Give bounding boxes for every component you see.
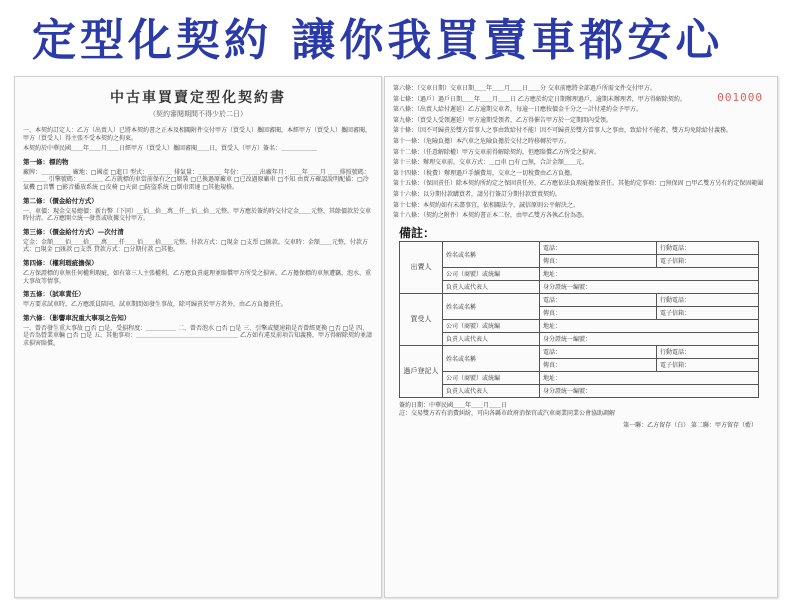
mobile-label: 行動電話：: [657, 345, 759, 358]
address-label: 地址：: [540, 267, 759, 280]
email-label: 電子信箱：: [657, 254, 759, 267]
copies-note: 第一聯：乙方留存（白） 第二聯：甲方留存（藍）: [623, 421, 757, 429]
fax-label: 傳真：: [540, 306, 657, 319]
article-12: 第十二條：（任意解除權）甲方交車前得解除契約，但應賠償乙方所受之損害。: [393, 148, 601, 156]
article-6-heading: 第六條：（影響車況重大事項之告知）: [23, 313, 131, 322]
id-label: 身分證統一編號：: [540, 280, 759, 293]
article-3-body: 定金：金額＿＿佰＿＿拾＿＿萬＿＿仟＿＿佰＿＿拾＿＿元整。付款方式：□現金 □支票 □匯款。交車時：金額＿＿元整，付款方式：□現金 □匯款 □支票 貸款方式：□分期付款 □其他。: [23, 238, 368, 254]
phone-label: 電話：: [540, 345, 657, 358]
fax-label: 傳真：: [540, 358, 657, 371]
phone-label: 電話：: [540, 241, 657, 254]
id-label: 身分證統一編號：: [540, 332, 759, 345]
article-5-body: 甲方要求試車時，乙方應派員陪同，試車期間如發生事故，除可歸責於甲方者外，由乙方負擔責任。: [23, 301, 288, 309]
article-transfer: 第七條：（過戶）過戶日期＿＿年＿＿月＿＿日 乙方應於約定日期辦理過戶，逾期未辦理者，甲方得解除契約。: [393, 95, 686, 103]
article-2-body: 一、車價：現金交易總價：新台幣（下同）＿佰＿拾＿萬＿仟＿佰＿拾＿元整。甲方應於簽約時交付定金＿＿元整，其餘價款於交車時付清。乙方應開立統一發票或收據交付甲方。: [23, 207, 372, 223]
review-line: 本契約於中華民國＿＿年＿＿月＿＿日經甲方（買受人）攜回審閱＿＿日，買受人（甲方）簽名：＿＿＿＿＿＿: [23, 145, 318, 153]
dispute-remark: 註：交易雙方若有消費糾紛，可向各縣市政府消保官或汽車商業同業公會協助調解: [399, 409, 616, 417]
company-label: 公司（商號）或統編: [443, 371, 540, 384]
rep-label: 負責人或代表人: [443, 280, 540, 293]
article-14: 第十四條：（稅費）辦理過戶手續費用，交車之一切稅費由乙方負擔。: [393, 169, 577, 177]
article-10: 第十條：（因不可歸責於雙方當事人之事由致給付不能）因不可歸責於雙方當事人之事由，致給付不能者，雙方均免除給付義務。: [393, 127, 733, 135]
party-seller: 出賣人: [400, 241, 443, 293]
article-1-heading: 第一條：標的物: [23, 157, 69, 166]
article-buyer-delay: 第九條：（買受人受領遲延）甲方逾期受領者，乙方得催告甲方於一定期間內受領。: [393, 116, 613, 124]
rep-label: 負責人或代表人: [443, 332, 540, 345]
article-5-heading: 第五條：（試車責任）: [23, 290, 85, 299]
article-2-heading: 第二條：（價金給付方式）: [23, 196, 98, 205]
address-label: 地址：: [540, 371, 759, 384]
name-label: 姓名或名稱: [443, 345, 540, 371]
article-18: 第十八條：（契約之附件）本契約書正本二份，由甲乙雙方各執乙份為憑。: [393, 212, 589, 220]
id-label: 身分證統一編號：: [540, 384, 759, 397]
sign-date: 簽約日期：中華民國＿＿年＿＿月＿＿日: [399, 401, 508, 409]
name-label: 姓名或名稱: [443, 293, 540, 319]
rep-label: 負責人或代表人: [443, 384, 540, 397]
banner: [0, 0, 788, 66]
contract-page-2: [384, 76, 778, 598]
article-16: 第十六條：以分期付款購買者，請另行簽訂分期付款買賣契約。: [393, 190, 562, 198]
serial-number: 001000: [717, 91, 763, 104]
company-label: 公司（商號）或統編: [443, 267, 540, 280]
contract-subtitle: （契約審閱期間不得少於二日）: [149, 110, 247, 118]
address-label: 地址：: [540, 319, 759, 332]
article-11: 第十一條：（危險負擔）本汽車之危險負擔於交付之時移轉於甲方。: [393, 137, 571, 145]
company-label: 公司（商號）或統編: [443, 319, 540, 332]
contract-title: 中古車買賣定型化契約書: [110, 90, 286, 106]
phone-label: 電話：: [540, 293, 657, 306]
article-17: 第十七條：本契約如有未盡事宜，依相關法令、誠信原則公平解決之。: [393, 201, 580, 209]
contract-page-1: [14, 76, 382, 598]
article-delivery: 第六條：（交車日期）交車日期＿＿年＿＿月＿＿日＿＿分 交車前應將全部過戶所需文件交付甲方。: [393, 85, 656, 92]
article-seller-delay: 第八條：（出賣人給付遲延）乙方逾期交車者，每逾一日應按價金千分之一計付違約金予甲方。: [393, 106, 643, 114]
mobile-label: 行動電話：: [657, 293, 759, 306]
party-buyer: 買受人: [400, 293, 443, 345]
name-label: 姓名或名稱: [443, 241, 540, 267]
banner-title: 定型化契約 讓你我買賣車都安心: [32, 15, 724, 66]
article-1-body: 廠牌：＿＿＿＿＿ 廠地：□國產 □進口 型式：＿＿＿＿ 排氣量：＿＿＿＿ 年份：＿＿＿出廠年月：＿＿年＿＿月 ＿＿排照號碼：＿＿＿＿ 引擎號碼：＿＿＿＿ 乙方就標的車當前保有之□原裝 □已換過原廠車 □已改過原廠車 □不知 由賣方確認說明配備：□冷氣機 □音響 □影音播放系統 □皮椅 □天窗 □防盜系統 □倒車雷達 □其他規格。: [23, 168, 370, 191]
email-label: 電子信箱：: [657, 358, 759, 371]
party-transferee: 過戶登記人: [400, 345, 443, 397]
article-4-heading: 第四條：（權利瑕疵擔保）: [23, 258, 98, 267]
mobile-label: 行動電話：: [657, 241, 759, 254]
intro-clause: 一、本契約訂定人：乙方（出賣人）已將本契約書之正本及相關附件交付甲方（買受人）攜回審閱，本經甲方（買受人）攜回審閱，甲方（買受人）得主張不受本契約之拘束。: [23, 127, 372, 142]
party-table: [399, 241, 759, 398]
article-15: 第十五條：（保固責任）除本契約所約定之保固責任外，乙方應依法負瑕疵擔保責任。其他約定事項：□無保固 □甲乙雙方另有約定保固範圍: [393, 180, 764, 188]
notes-heading: 備註：: [399, 225, 436, 240]
article-13: 第十三條：辦理交車前，交車方式：＿□車 □有 □無，合計金額＿＿元。: [393, 159, 588, 167]
email-label: 電子信箱：: [657, 306, 759, 319]
fax-label: 傳真：: [540, 254, 657, 267]
article-6-body: 一、曾否發生重大事故 □否 □是，受損程度：＿＿＿＿＿ 二、曾否泡水 □否 □是 三、引擎或變速箱是否曾經更換 □否 □是 四、是否為營業車輛 □否 □是 五、其他事項：＿＿＿＿＿＿＿＿＿＿＿＿＿＿＿＿＿ 乙方如有違反前項告知義務，甲方得解除契約並請求損害賠償。: [23, 324, 372, 347]
article-4-body: 乙方保證標的車無任何權利瑕疵，如有第三人主張權利，乙方應負責處理並賠償甲方所受之損害。乙方擔保標的車無遭竊、泡水、重大事故等情事。: [23, 269, 372, 285]
article-3-heading: 第三條：（價金給付方式）—次付清: [23, 227, 124, 236]
